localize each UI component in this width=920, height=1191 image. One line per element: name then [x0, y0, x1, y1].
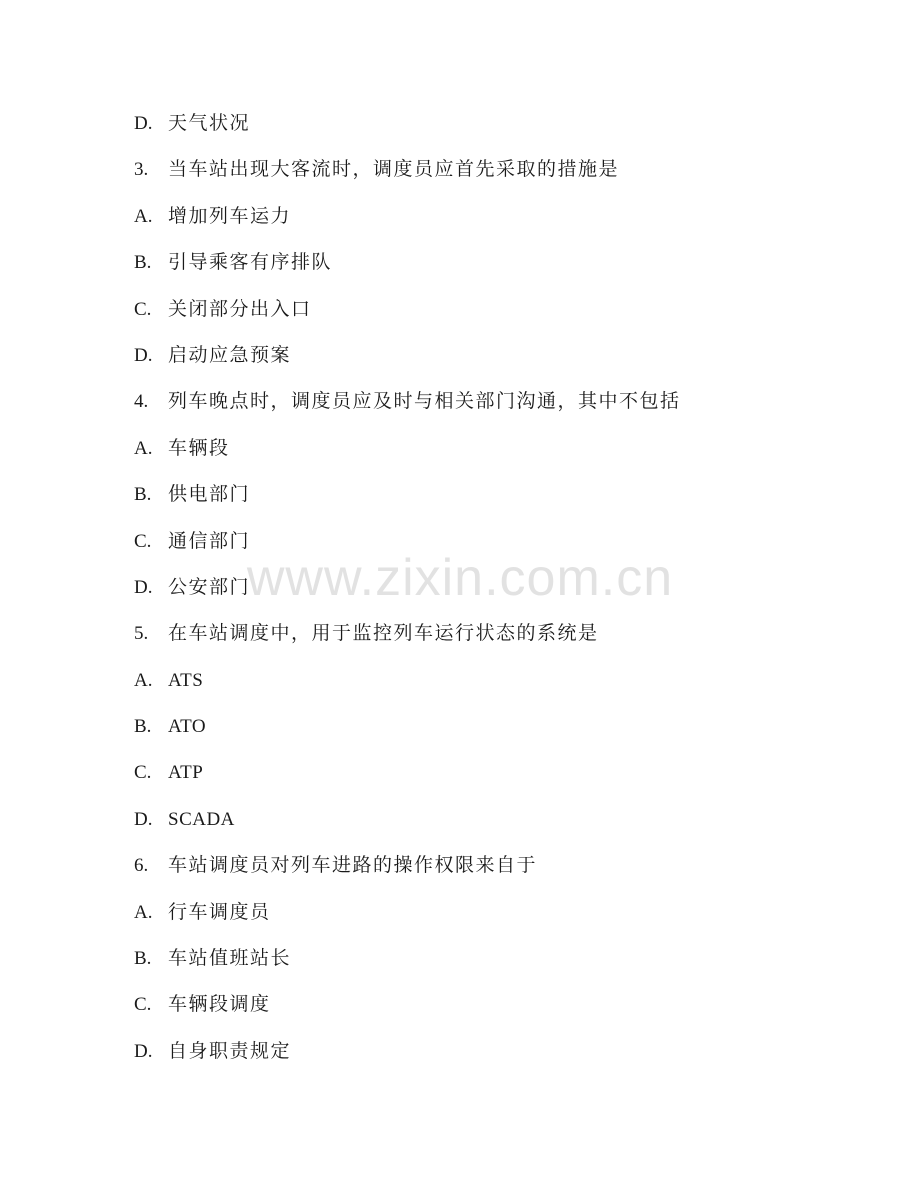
- question-number: 3.: [134, 159, 149, 181]
- option-text: ATS: [168, 669, 204, 691]
- option-line: [134, 292, 681, 338]
- option-line: [134, 987, 681, 1033]
- option-text: 公安部门: [168, 575, 251, 598]
- question-text: 列车晚点时，调度员应及时与相关部门沟通，其中不包括: [168, 390, 681, 413]
- option-marker: D.: [134, 113, 153, 134]
- option-text: 增加列车运力: [168, 204, 292, 227]
- question-text: 在车站调度中，用于监控列车运行状态的系统是: [168, 622, 599, 645]
- option-text: SCADA: [168, 808, 235, 830]
- question-line: [134, 848, 681, 894]
- option-line: [134, 663, 681, 709]
- option-line: [134, 570, 681, 616]
- option-marker: C.: [134, 298, 152, 320]
- option-marker: D.: [134, 1040, 153, 1062]
- watermark: www.zixin.com.cn: [246, 549, 674, 607]
- option-line: [134, 106, 681, 152]
- option-text: 自身职责规定: [168, 1039, 292, 1062]
- option-marker: C.: [134, 530, 152, 552]
- option-marker: A.: [134, 205, 153, 227]
- option-marker: B.: [134, 252, 152, 274]
- option-line: [134, 477, 681, 523]
- option-line: [134, 338, 681, 384]
- question-number: 5.: [134, 623, 149, 645]
- question-list: [134, 106, 681, 1080]
- option-line: [134, 1034, 681, 1080]
- question-line: [134, 616, 681, 662]
- option-text: 车站值班站长: [168, 947, 292, 970]
- option-text: 引导乘客有序排队: [168, 251, 333, 274]
- option-line: [134, 802, 681, 848]
- option-marker: D.: [134, 808, 153, 830]
- option-text: 行车调度员: [168, 900, 271, 923]
- option-marker: D.: [134, 344, 153, 366]
- question-line: [134, 384, 681, 430]
- option-marker: A.: [134, 669, 153, 691]
- option-line: [134, 755, 681, 801]
- question-number: 6.: [134, 855, 149, 877]
- option-line: [134, 524, 681, 570]
- option-line: [134, 431, 681, 477]
- option-marker: C.: [134, 994, 152, 1016]
- option-marker: B.: [134, 716, 152, 738]
- option-marker: A.: [134, 901, 153, 923]
- option-text: 关闭部分出入口: [168, 297, 312, 320]
- option-text: 供电部门: [168, 483, 251, 506]
- option-text: ATO: [168, 716, 207, 738]
- option-line: [134, 895, 681, 941]
- option-line: [134, 245, 681, 291]
- option-marker: B.: [134, 948, 152, 970]
- option-line: [134, 709, 681, 755]
- option-marker: B.: [134, 484, 152, 506]
- option-marker: C.: [134, 762, 152, 784]
- option-line: [134, 199, 681, 245]
- option-text: ATP: [168, 762, 204, 784]
- question-number: 4.: [134, 391, 149, 413]
- option-text: 启动应急预案: [168, 343, 292, 366]
- question-text: 当车站出现大客流时，调度员应首先采取的措施是: [168, 158, 620, 181]
- option-marker: A.: [134, 437, 153, 459]
- option-line: [134, 941, 681, 987]
- question-line: [134, 152, 681, 198]
- option-marker: D.: [134, 576, 153, 598]
- option-text: 车辆段调度: [168, 993, 271, 1016]
- question-text: 车站调度员对列车进路的操作权限来自于: [168, 854, 538, 877]
- option-text: 通信部门: [168, 529, 251, 552]
- option-text: 天气状况: [168, 112, 251, 134]
- option-text: 车辆段: [168, 436, 230, 459]
